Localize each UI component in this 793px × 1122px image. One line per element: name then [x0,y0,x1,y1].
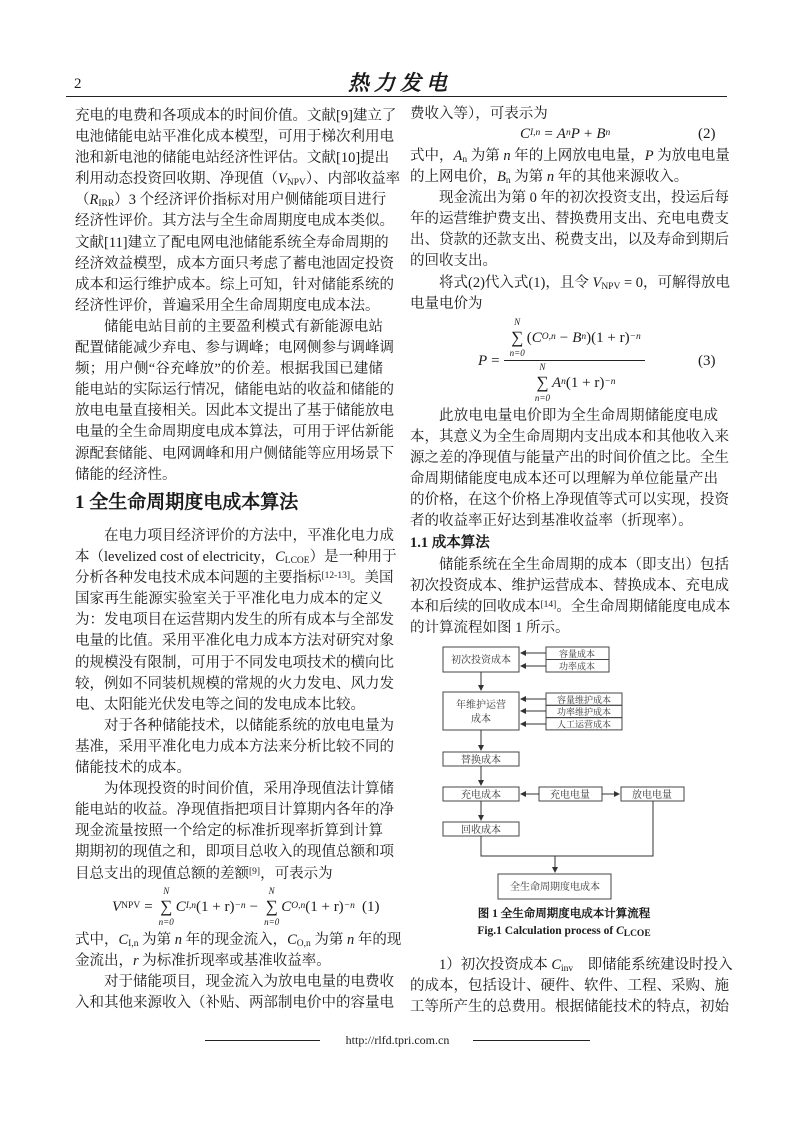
label-initial-investment: 初次投资成本 [451,655,511,666]
eq1-factor-1: (1 + r) [196,899,235,915]
eq1-equals: = [144,899,153,915]
text-run: 电量的比值。采用平准化电力成本方法对研究对象 [75,633,394,650]
text-run: 基准，采用平准化电力成本方法来分析比较不同的 [75,738,394,755]
sum-lower: n=0 [509,348,525,358]
text-run: 经济性评价。其方法与全生命周期度电成本类似。 [75,213,394,230]
text-run: 为体现投资的时间价值，采用净现值法计算储 [104,781,394,798]
math-variable: n [503,148,511,164]
eq1-factor-2: (1 + r) [305,899,344,915]
eq3-equals: = [491,352,500,369]
section-heading-1-1: 1.1 成本算法 [410,535,490,551]
text-run: 的计算流程如图 1 所示。 [410,620,570,637]
eq1-c2-sub: O,n [291,901,306,912]
text-run: 为标准折现率或基准收益率。 [138,953,331,970]
subscript: n [462,155,468,165]
sum-lower: n=0 [264,917,280,927]
eq2-b: B [596,126,606,142]
eq3-exp-num: −n [629,332,641,343]
sum-upper: N [163,886,170,896]
text-run: 储能技术的成本。 [75,760,191,777]
text-run: ）3 个经济评价指标对用户侧储能项目进行 [114,192,387,209]
eq3-factor-den: (1 + r) [565,375,605,391]
text-run: 较，例如不同装机规模的常规的火力发电、风力发 [75,675,394,692]
sum-upper: N [539,362,546,372]
text-run: 频；用户侧“谷充峰放”的价差。根据我国已建储 [75,361,383,378]
text-run: 对于储能项目，现金流入为放电电量的电费收 [104,974,394,991]
subscript: n [505,176,511,187]
subscript: I,n [128,939,139,949]
label-discharge-energy: 放电电量 [632,790,672,801]
eq2-a-sub: n [565,128,571,139]
sum-symbol: ∑ [160,897,173,916]
text-run: 金流出， [75,953,133,970]
label-capacity-cost: 容量成本 [558,649,596,659]
label-capacity-maint: 容量维护成本 [556,695,612,705]
text-run: 在电力项目经济评价的方法中，平准化电力成 [104,528,394,544]
text-run: 费收入等），可表示为 [410,106,548,122]
math-variable: C [275,549,285,566]
eq3-lhs: P [478,352,488,369]
eq3-minus: − [559,330,569,346]
citation-superscript: [9] [249,866,261,877]
math-variable: C [551,957,562,973]
eq1-c1: C [175,899,186,915]
text-run: 为：发电项目在运营期内发生的所有成本与全部发 [75,612,394,629]
text-run: 的价格，在这个价格上净现值等式可以实现，投资 [410,492,729,509]
eq1-lhs-sub: NPV [121,901,141,912]
text-run: 放电电量直接相关。因此本文提出了基于储能放电 [75,403,394,420]
page-number: 2 [74,76,82,92]
text-run: 为第 [510,169,547,186]
text-run: 电量电价为 [410,295,483,312]
eq1-c2: C [281,899,292,915]
text-run: 出、贷款的还款支出、税费支出，以及寿命到期后 [410,232,729,249]
eq1-minus: − [249,899,259,915]
sum-symbol: ∑ [265,897,278,916]
text-run: 能电站的收益。净现值指把项目计算期内各年的净 [75,802,394,819]
label-charge-energy: 充电电量 [550,790,590,801]
math-variable: n [546,169,555,186]
label-annual-om-2: 成本 [471,714,491,725]
eq3-b-sub: n [581,332,587,343]
math-variable: V [592,274,602,291]
eq2-p: P [570,126,580,142]
right-body-text-d [410,955,733,1018]
eq3-a: A [551,375,562,391]
text-run: 配置储能减少弃电、参与调峰；电网侧参与调峰调 [75,340,394,357]
eq3-exp-den: −n [604,377,616,388]
math-variable: P [644,148,654,164]
text-run: 。美国 [350,570,394,587]
sum-lower: n=0 [534,393,550,403]
eq2-b-sub: n [605,128,611,139]
label-replacement: 替换成本 [461,755,501,766]
caption-en-var: C [616,925,624,937]
caption-en-text: Fig.1 Calculation process of [477,925,617,937]
text-run: 者的收益率正好达到基准收益率（折现率）。 [410,513,693,530]
text-run: 现金流出为第 0 年的初次投资支出，投运后每 [439,190,729,207]
math-variable: n [347,932,355,948]
text-run: 年的上网放电电量， [510,148,645,164]
sum-symbol: ∑ [536,373,549,392]
text-run: 本，其意义为全生命周期内支出成本和其他收入来 [410,429,729,446]
text-run: 1）初次投资成本 [439,957,552,973]
text-run: 年的运营维护费支出、替换费用支出、充电电费支 [410,211,729,228]
text-run: 电池储能电站平准化成本模型，可用于梯次利用电 [75,129,394,146]
text-run: 源配套储能、电网调峰和用户侧储能等应用场景下 [75,445,394,462]
sum-upper: N [514,317,521,327]
footer-url: http://rlfd.tpri.com.cn [345,1033,450,1047]
sum-symbol: ∑ [511,328,524,347]
text-run: 经济效益模型，成本方面只考虑了蓄电池固定投资 [75,255,394,272]
text-run: 即储能系统建设时投入 [573,957,733,973]
text-run: 年的其他来源收入。 [554,169,689,186]
math-variable: n [174,932,182,948]
math-variable: A [453,148,463,164]
subscript: NPV [286,178,306,189]
label-charging-cost: 充电成本 [461,790,501,801]
eq3-a-sub: n [561,377,566,388]
subscript: inv [561,964,574,974]
label-power-cost: 功率成本 [558,661,596,672]
label-annual-om-1: 年维护运营 [456,700,506,711]
citation-superscript: [14] [540,600,557,611]
sum-upper: N [268,886,275,896]
text-run: 年的现 [354,932,402,948]
caption-en-sub: LCOE [623,929,651,939]
text-run: 电量的全生命周期度电成本算法，可用于评估新能 [75,424,394,441]
text-run: 的规模没有限制，可用于不同发电项技术的横向比 [75,654,394,671]
text-run: 源之差的净现值与能量产出的时间价值之比。全生 [410,450,729,467]
text-run: 储能系统在全生命周期的成本（即支出）包括 [439,557,729,573]
text-run: 期期初的现值之和，即项目总收入的现值总额和项 [75,844,394,861]
text-run: = 0，可解得放电 [620,274,731,291]
journal-logo: 热力发电 [348,71,452,95]
text-line [410,955,733,976]
subscript: IRR [98,199,115,210]
eq1-c1-sub: I,n [185,901,197,912]
text-run: 初次投资成本、维护运营成本、替换成本、充电成 [410,578,729,595]
footer-rule-right [473,1040,590,1041]
eq2-lhs-sub: I,n [530,128,541,139]
text-run: 成本和运行维护成本。综上可知，针对储能系统的 [75,276,394,293]
eq2-plus: + [583,126,593,142]
eq3-paren-open: ( [526,330,532,346]
text-run: 此放电电量电价即为全生命周期储能度电成 [439,408,718,424]
citation-superscript: [12-13] [321,571,350,582]
figure-caption-en [410,924,718,940]
text-run: 对于各种储能技术，以储能系统的放电电量为 [104,717,394,734]
section-heading-1: 1 全生命周期度电成本算法 [75,492,299,513]
text-run: 利用动态投资回收期、净现值（ [75,171,278,188]
eq1-exp-1: −n [234,901,246,912]
math-variable: B [497,169,506,186]
text-run: 为第 [310,932,348,948]
text-run: 式中， [75,932,119,948]
text-run: 将式(2)代入式(1)，且令 [439,274,593,291]
text-run: 入和其他来源收入（补贴、两部制电价中的容量电 [75,995,394,1012]
eq3-paren-close: ) [586,330,592,346]
text-run: 储能的经济性。 [75,466,177,483]
text-run: 的上网电价， [410,169,497,186]
figure-caption-cn: 图 1 全生命周期度电成本计算流程 [477,908,651,920]
math-variable: C [287,932,297,948]
eq1-lhs: V [112,899,122,915]
text-run: 为第 [138,932,175,948]
subscript: NPV [601,281,621,292]
text-run: 现金流量按照一个给定的标准折现率折算到计算 [75,823,383,840]
text-run: 的成本，包括设计、硬件、软件、工程、采购、施 [410,978,729,995]
text-run: 命周期储能度电成本还可以理解为单位能量产出 [410,471,718,488]
eq2-lhs: C [520,126,531,142]
eq1-exp-2: −n [343,901,355,912]
text-line [410,997,729,1018]
text-run: 池和新电池的储能电站经济性评估。文献[10]提出 [75,150,390,167]
eq3-factor-num: (1 + r) [591,330,630,346]
text-run: 。全生命周期储能度电成本 [556,599,731,616]
text-run: ）、内部收益率 [305,171,401,188]
flowchart-arrows [481,653,653,872]
equation-1-number: (1) [362,899,380,915]
sum-lower: n=0 [158,917,174,927]
text-run: ）是一种用于 [309,549,397,566]
math-variable: C [118,932,129,948]
text-run: 能电站的实际运行情况，储能电站的收益和储能的 [75,382,394,399]
text-run: 分析各种发电技术成本问题的主要指标 [75,570,322,587]
text-run: 本和后续的回收成本 [410,599,541,616]
footer-rule-left [205,1040,320,1041]
text-run: 电、太阳能光伏发电等之间的发电成本比较。 [75,696,365,713]
subscript: LCOE [284,556,310,567]
label-power-maint: 功率维护成本 [556,707,612,717]
eq2-equals: = [544,126,553,142]
subscript: O,n [296,939,311,949]
math-variable: r [133,953,139,970]
eq2-a: A [556,126,566,142]
text-run: 式中， [410,148,454,164]
text-run: 为第 [467,148,504,164]
text-run: 国家再生能源实验室关于平准化电力成本的定义 [75,591,383,608]
text-run: 的回收支出。 [410,253,497,270]
eq3-c-sub: O,n [541,332,556,343]
text-run: ，可表示为 [260,865,333,882]
label-lcoe: 全生命周期度电成本 [510,882,600,893]
eq3-b: B [572,330,582,346]
eq3-c: C [531,330,542,346]
equation-2-number: (2) [698,126,716,142]
text-run: 工等所产生的总费用。根据储能技术的特点，初始 [410,999,729,1016]
text-run: 本（levelized cost of electricity， [75,549,276,566]
text-run: 目总支出的现值总额的差额 [75,865,249,882]
equation-3-number: (3) [698,353,716,369]
label-recovery: 回收成本 [461,825,501,836]
math-variable: V [278,171,287,188]
text-run: （ [75,192,90,209]
text-run: 充电的电费和各项成本的时间价值。文献[9]建立了 [75,108,397,124]
text-run: 文献[11]建立了配电网电池储能系统全寿命周期的 [75,234,389,251]
text-run: 经济性评价，普遍采用全生命周期度电成本法。 [75,297,380,314]
label-labor-ops: 人工运营成本 [556,719,612,730]
math-variable: R [89,192,99,209]
text-line [410,976,729,997]
text-run: 年的现金流入， [181,932,288,948]
text-run: 为放电电量 [653,148,730,164]
text-run: 储能电站目前的主要盈利模式有新能源电站 [104,318,383,335]
